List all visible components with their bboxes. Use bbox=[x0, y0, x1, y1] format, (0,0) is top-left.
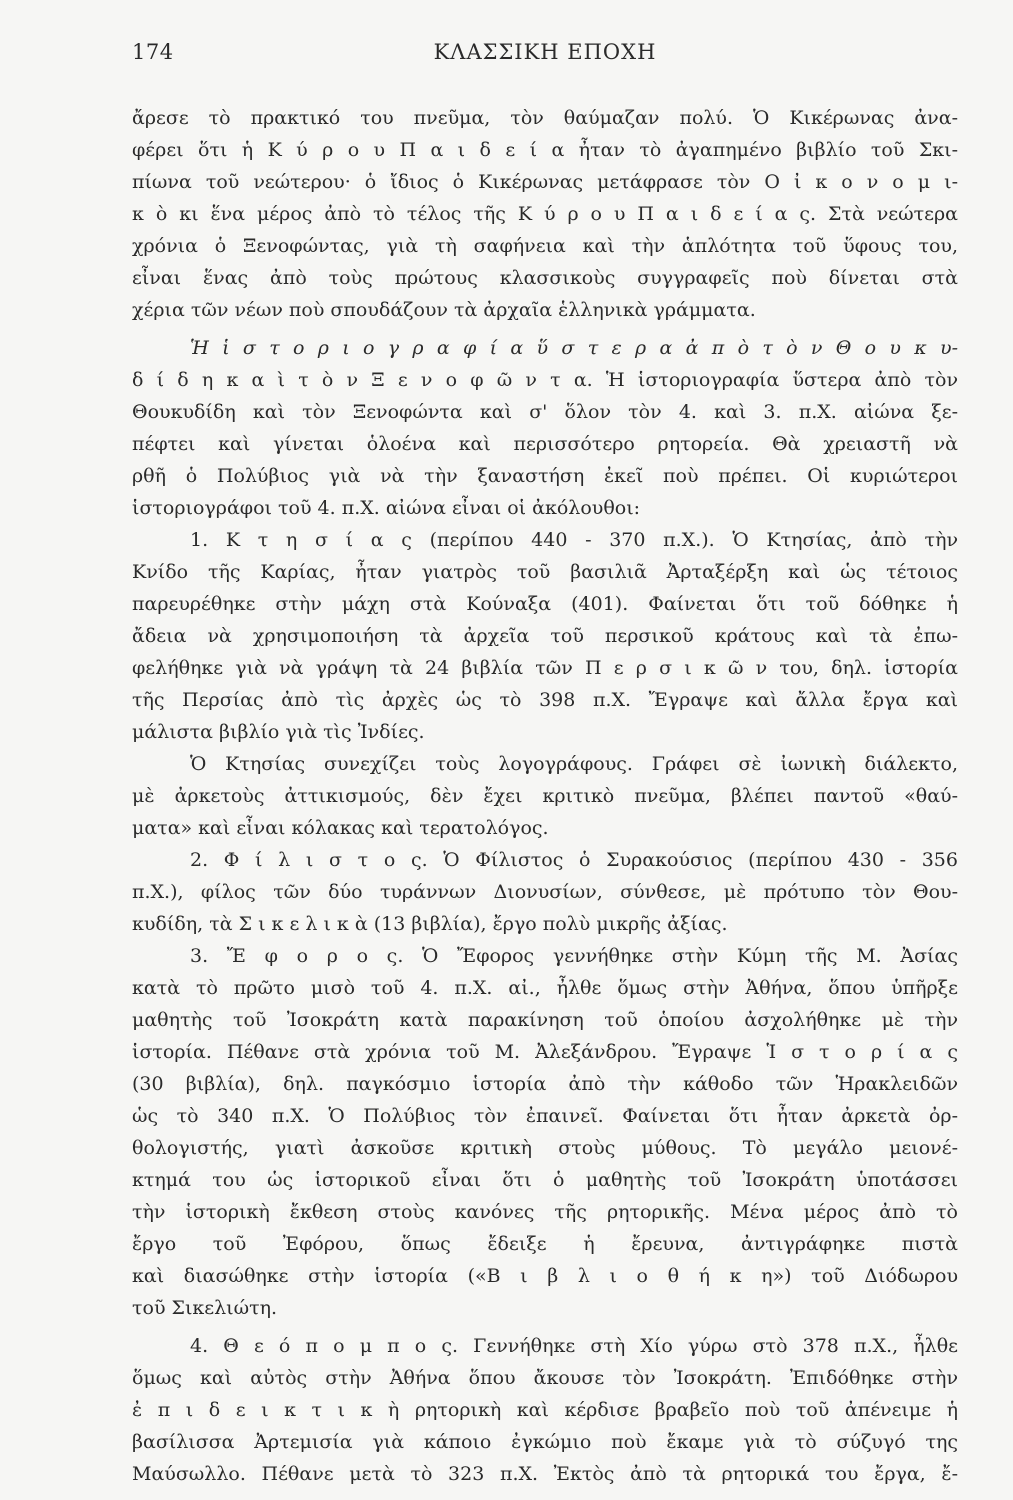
text-line: τοῦ Σικελιώτη. bbox=[132, 1297, 278, 1319]
text-line: Μαύσωλλο. Πέθανε μετὰ τὸ 323 π.Χ. Ἐκτὸς ἀπὸ τὰ ρητορικά του ἔργα, ἔ- bbox=[132, 1463, 958, 1485]
text-line: ἱστορία. Πέθανε στὰ χρόνια τοῦ Μ. Ἀλεξάνδρου. Ἔγραψε Ἱ σ τ ο ρ ί α ς bbox=[132, 1041, 958, 1063]
text-line: ρθῆ ὁ Πολύβιος γιὰ νὰ τὴν ξαναστήση ἐκεῖ ποὺ πρέπει. Οἱ κυριώτεροι bbox=[132, 465, 958, 487]
text-line: μαθητὴς τοῦ Ἰσοκράτη κατὰ παρακίνηση τοῦ ὁποίου ἀσχολήθηκε μὲ τὴν bbox=[132, 1009, 958, 1031]
page-number: 174 bbox=[132, 40, 174, 64]
text-line: Κνίδο τῆς Καρίας, ἦταν γιατρὸς τοῦ βασιλιᾶ Ἀρταξέρξη καὶ ὡς τέτοιος bbox=[132, 561, 958, 583]
text-line: ἐ π ι δ ε ι κ τ ι κ ὴ ρητορικὴ καὶ κέρδισε βραβεῖο ποὺ τοῦ ἀπένειμε ἡ bbox=[132, 1399, 958, 1421]
text-line: θολογιστής, γιατὶ ἀσκοῦσε κριτικὴ στοὺς μύθους. Τὸ μεγάλο μειονέ- bbox=[132, 1137, 958, 1159]
text-line: ὅμως καὶ αὐτὸς στὴν Ἀθήνα ὅπου ἄκουσε τὸν Ἰσοκράτη. Ἐπιδόθηκε στὴν bbox=[132, 1367, 958, 1389]
text-line: (30 βιβλία), δηλ. παγκόσμιο ἱστορία ἀπὸ τὴν κάθοδο τῶν Ἡρακλειδῶν bbox=[132, 1073, 958, 1095]
text-line: 1. Κ τ η σ ί α ς (περίπου 440 - 370 π.Χ.). Ὁ Κτησίας, ἀπὸ τὴν bbox=[190, 529, 958, 551]
text-line: χέρια τῶν νέων ποὺ σπουδάζουν τὰ ἀρχαῖα ἑλληνικὰ γράμματα. bbox=[132, 299, 756, 321]
text-line: Θουκυδίδη καὶ τὸν Ξενοφώντα καὶ σ' ὅλον τὸν 4. καὶ 3. π.Χ. αἰώνα ξε- bbox=[132, 401, 958, 423]
text-line: μάλιστα βιβλίο γιὰ τὶς Ἰνδίες. bbox=[132, 721, 425, 743]
text-line: εἶναι ἕνας ἀπὸ τοὺς πρώτους κλασσικοὺς συγγραφεῖς ποὺ δίνεται στὰ bbox=[132, 267, 958, 289]
text-line: κατὰ τὸ πρῶτο μισὸ τοῦ 4. π.Χ. αἰ., ἦλθε ὅμως στὴν Ἀθήνα, ὅπου ὑπῆρξε bbox=[132, 977, 958, 999]
text-line: ὡς τὸ 340 π.Χ. Ὁ Πολύβιος τὸν ἐπαινεῖ. Φαίνεται ὅτι ἦταν ἀρκετὰ ὀρ- bbox=[132, 1105, 958, 1127]
text-line: κ ὸ κι ἕνα μέρος ἀπὸ τὸ τέλος τῆς Κ ύ ρ ο υ Π α ι δ ε ί α ς. Στὰ νεώτερα bbox=[132, 203, 958, 225]
running-head bbox=[132, 40, 958, 70]
running-title: ΚΛΑΣΣΙΚΗ ΕΠΟΧΗ bbox=[433, 40, 657, 64]
text-line: 4. Θ ε ό π ο μ π ο ς. Γεννήθηκε στὴ Χίο γύρω στὸ 378 π.Χ., ἦλθε bbox=[190, 1335, 958, 1357]
text-line: φέρει ὅτι ἡ Κ ύ ρ ο υ Π α ι δ ε ί α ἦταν τὸ ἀγαπημένο βιβλίο τοῦ Σκι- bbox=[132, 139, 958, 161]
text-line: π.Χ.), φίλος τῶν δύο τυράννων Διονυσίων, σύνθεσε, μὲ πρότυπο τὸν Θου- bbox=[132, 881, 958, 903]
text-line: δ ί δ η κ α ὶ τ ὸ ν Ξ ε ν ο φ ῶ ν τ α. Ἡ ἱστοριογραφία ὕστερα ἀπὸ τὸν bbox=[132, 369, 958, 391]
text-line: καὶ διασώθηκε στὴν ἱστορία («Β ι β λ ι ο θ ή κ η») τοῦ Διόδωρου bbox=[132, 1265, 958, 1287]
text-line: Ὁ Κτησίας συνεχίζει τοὺς λογογράφους. Γράφει σὲ ἰωνικὴ διάλεκτο, bbox=[190, 753, 958, 775]
text-line: μὲ ἀρκετοὺς ἀττικισμούς, δὲν ἔχει κριτικὸ πνεῦμα, βλέπει παντοῦ «θαύ- bbox=[132, 785, 958, 807]
text-line: ἱστοριογράφοι τοῦ 4. π.Χ. αἰώνα εἶναι οἱ ἀκόλουθοι: bbox=[132, 497, 641, 519]
body-text bbox=[132, 102, 958, 1490]
text-line: 3. Ἔ φ ο ρ ο ς. Ὁ Ἔφορος γεννήθηκε στὴν Κύμη τῆς Μ. Ἀσίας bbox=[190, 945, 958, 967]
text-line: 2. Φ ί λ ι σ τ ο ς. Ὁ Φίλιστος ὁ Συρακούσιος (περίπου 430 - 356 bbox=[190, 849, 958, 871]
text-line: τῆς Περσίας ἀπὸ τὶς ἀρχὲς ὡς τὸ 398 π.Χ. Ἔγραψε καὶ ἄλλα ἔργα καὶ bbox=[132, 689, 958, 711]
text-line: παρευρέθηκε στὴν μάχη στὰ Κούναξα (401). Φαίνεται ὅτι τοῦ δόθηκε ἡ bbox=[132, 593, 958, 615]
text-line: ἔργο τοῦ Ἐφόρου, ὅπως ἔδειξε ἡ ἔρευνα, ἀντιγράφηκε πιστὰ bbox=[132, 1233, 958, 1255]
text-line: φελήθηκε γιὰ νὰ γράψη τὰ 24 βιβλία τῶν Π ε ρ σ ι κ ῶ ν του, δηλ. ἱστορία bbox=[132, 657, 958, 679]
text-line: ἄρεσε τὸ πρακτικό του πνεῦμα, τὸν θαύμαζαν πολύ. Ὁ Κικέρωνας ἀνα- bbox=[132, 107, 958, 129]
text-line: πίωνα τοῦ νεώτερου· ὁ ἴδιος ὁ Κικέρωνας μετάφρασε τὸν Ο ἰ κ ο ν ο μ ι- bbox=[132, 171, 958, 193]
text-line: κτημά του ὡς ἱστορικοῦ εἶναι ὅτι ὁ μαθητὴς τοῦ Ἰσοκράτη ὑποτάσσει bbox=[132, 1169, 958, 1191]
text-line: κυδίδη, τὰ Σ ι κ ε λ ι κ ὰ (13 βιβλία), ἔργο πολὺ μικρῆς ἀξίας. bbox=[132, 913, 728, 935]
text-line: βασίλισσα Ἀρτεμισία γιὰ κάποιο ἐγκώμιο ποὺ ἔκαμε γιὰ τὸ σύζυγό της bbox=[132, 1431, 958, 1453]
text-line: ματα» καὶ εἶναι κόλακας καὶ τερατολόγος. bbox=[132, 817, 549, 839]
text-line: χρόνια ὁ Ξενοφώντας, γιὰ τὴ σαφήνεια καὶ τὴν ἁπλότητα τοῦ ὕφους του, bbox=[132, 235, 958, 257]
text-line: τὴν ἱστορικὴ ἔκθεση στοὺς κανόνες τῆς ρητορικῆς. Μένα μέρος ἀπὸ τὸ bbox=[132, 1201, 958, 1223]
text-line: ἄδεια νὰ χρησιμοποιήση τὰ ἀρχεῖα τοῦ περσικοῦ κράτους καὶ τὰ ἐπω- bbox=[132, 625, 958, 647]
section-heading-line: Ἡ ἱ σ τ ο ρ ι ο γ ρ α φ ί α ὕ σ τ ε ρ α ἀ π ὸ τ ὸ ν Θ ο υ κ υ- bbox=[190, 337, 958, 359]
text-line: πέφτει καὶ γίνεται ὁλοένα καὶ περισσότερο ρητορεία. Θὰ χρειαστῆ νὰ bbox=[132, 433, 958, 455]
